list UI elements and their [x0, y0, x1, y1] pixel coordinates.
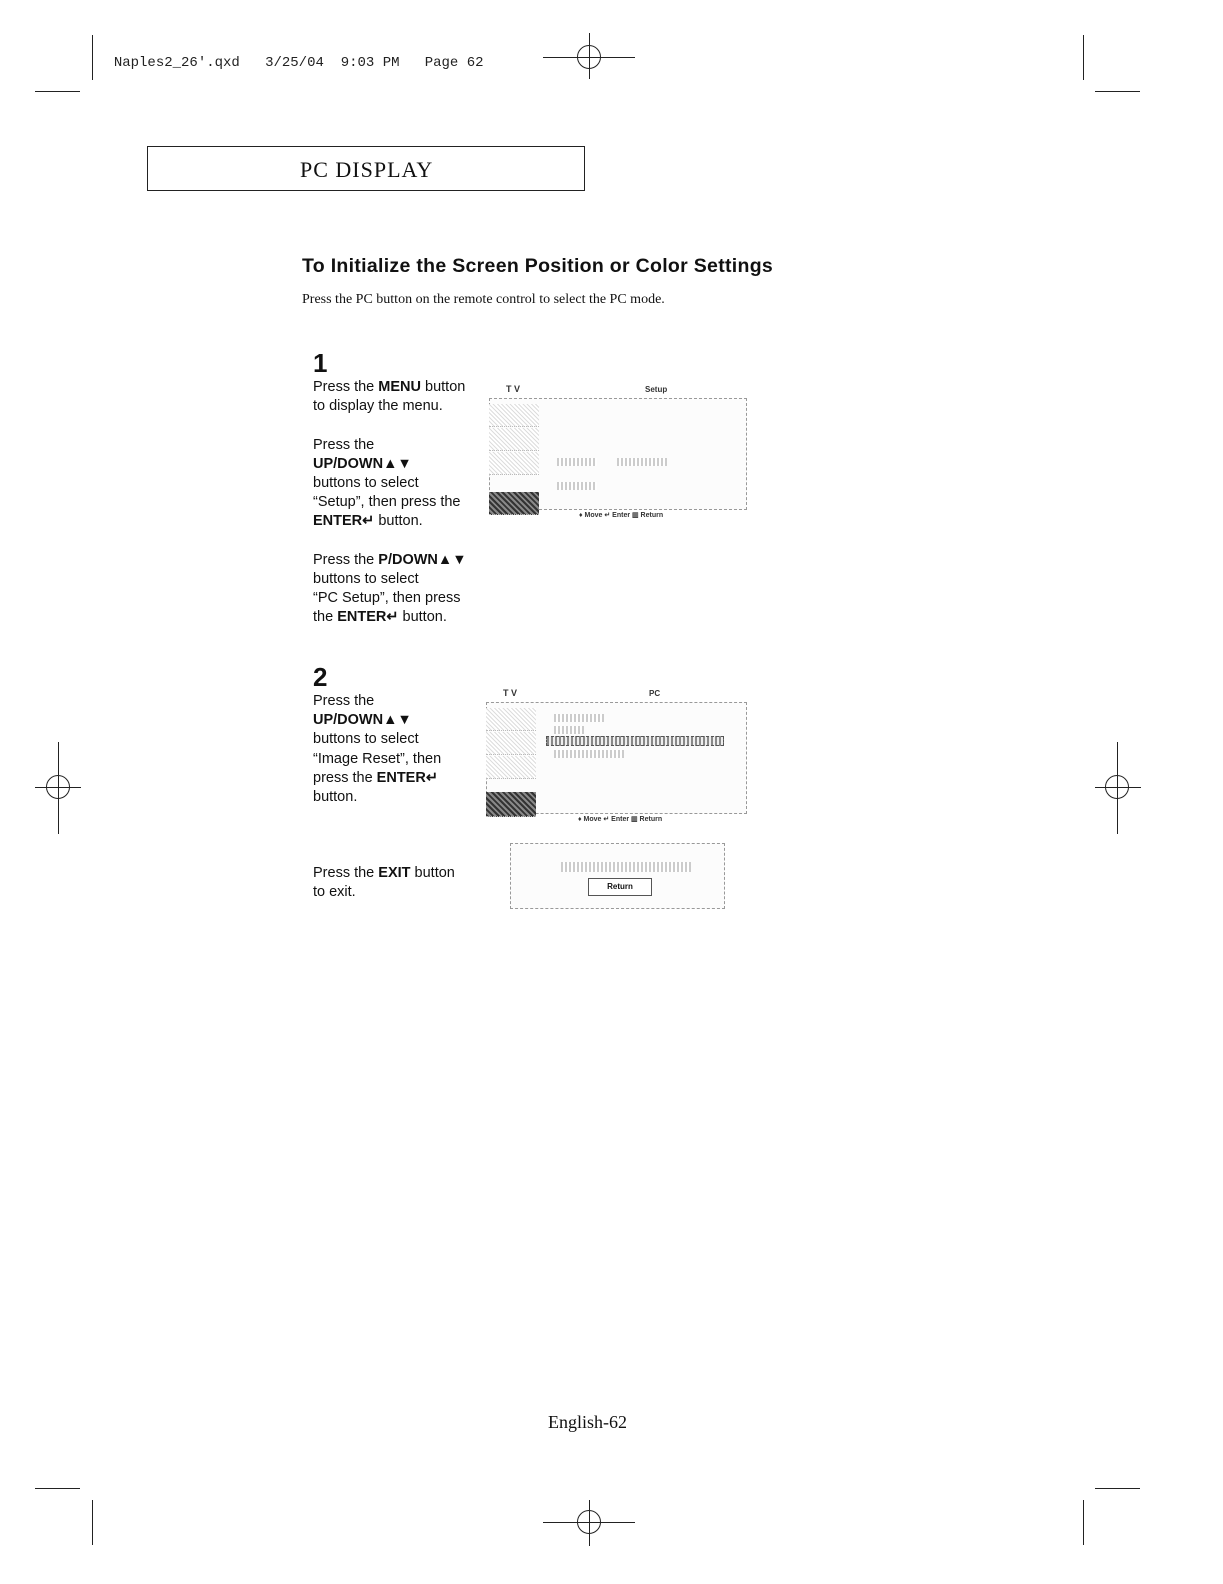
step1-line: Press the P/DOWN▲▼: [313, 551, 467, 568]
step2-line: button.: [313, 789, 358, 806]
osd-menu-title: Setup: [645, 385, 668, 394]
pc-menu-screenshot: [484, 686, 749, 826]
exit-line: Press the EXIT button: [313, 865, 455, 881]
crop-mark: [1095, 91, 1140, 92]
step1-line: ENTER↵ button.: [313, 513, 423, 530]
section-title: PC DISPLAY: [300, 157, 434, 182]
osd-side-icon-setup: [489, 492, 539, 515]
osd-side-icon: [486, 756, 536, 779]
crop-mark: [1095, 1488, 1140, 1489]
step2-line: press the ENTER↵: [313, 769, 438, 786]
step2-line: buttons to select: [313, 731, 419, 748]
osd-menu-row: [554, 726, 584, 734]
slug-page: Page 62: [424, 55, 484, 71]
step1-line: [313, 532, 467, 551]
osd-source-label: T V: [506, 384, 521, 394]
page-heading: To Initialize the Screen Position or Color Settings: [302, 255, 774, 277]
crop-mark: [1083, 35, 1084, 80]
osd-menu-title: PC: [649, 689, 661, 698]
step2-line: “Image Reset”, then: [313, 750, 442, 767]
step1-line: “PC Setup”, then press: [313, 590, 461, 607]
crop-mark: [35, 1488, 80, 1489]
page-number: English-62: [548, 1412, 627, 1432]
exit-line: to exit.: [313, 884, 356, 901]
osd-side-icon-setup: [486, 792, 536, 817]
step1-line: Press the: [313, 436, 375, 453]
step1-line: buttons to select: [313, 475, 419, 492]
step1-line: buttons to select: [313, 571, 419, 588]
osd-side-icon: [489, 404, 539, 427]
dialog-message: [561, 862, 691, 872]
step2-line: Press the: [313, 693, 375, 709]
crop-mark: [1083, 1500, 1084, 1545]
osd-side-icon: [489, 452, 539, 475]
osd-source-label: T V: [503, 688, 518, 698]
osd-footer: ♦ Move ↵ Enter ▥ Return: [578, 816, 663, 823]
crop-mark: [35, 91, 80, 92]
slug-date: 3/25/04: [265, 55, 324, 71]
section-header-box: [147, 146, 585, 191]
osd-menu-row: [617, 458, 667, 466]
step1-line: [313, 416, 467, 435]
step1-line: the ENTER↵ button.: [313, 609, 447, 626]
osd-side-icon: [486, 708, 536, 731]
intro-text: Press the PC button on the remote control to select the PC mode.: [302, 292, 665, 307]
step1-line: “Setup”, then press the: [313, 494, 461, 511]
osd-menu-row: [557, 482, 597, 490]
osd-side-icon: [486, 732, 536, 755]
crop-mark: [92, 35, 93, 80]
step-number: 2: [313, 662, 328, 692]
osd-footer: ♦ Move ↵ Enter ▥ Return: [579, 512, 664, 519]
step1-line: Press the MENU button: [313, 379, 466, 395]
step2-instructions: [313, 692, 441, 807]
dialog-return-button: Return: [588, 878, 652, 896]
slug-line: [97, 39, 484, 71]
setup-menu-screenshot: [487, 382, 749, 522]
osd-menu-row: [554, 714, 604, 722]
step2-line: UP/DOWN▲▼: [313, 712, 412, 729]
step1-instructions: [313, 378, 467, 628]
osd-menu-row: [554, 750, 624, 758]
exit-instructions: [313, 864, 455, 902]
step-number: 1: [313, 348, 328, 378]
crop-mark: [92, 1500, 93, 1545]
osd-menu-row: [557, 458, 597, 466]
step1-line: UP/DOWN▲▼: [313, 455, 412, 472]
osd-menu-row-highlighted: [546, 736, 724, 746]
slug-time: 9:03 PM: [340, 55, 400, 71]
step1-line: to display the menu.: [313, 398, 443, 415]
osd-side-icon: [489, 428, 539, 451]
completion-dialog-screenshot: [510, 843, 725, 909]
slug-file: Naples2_26'.qxd: [113, 55, 240, 71]
